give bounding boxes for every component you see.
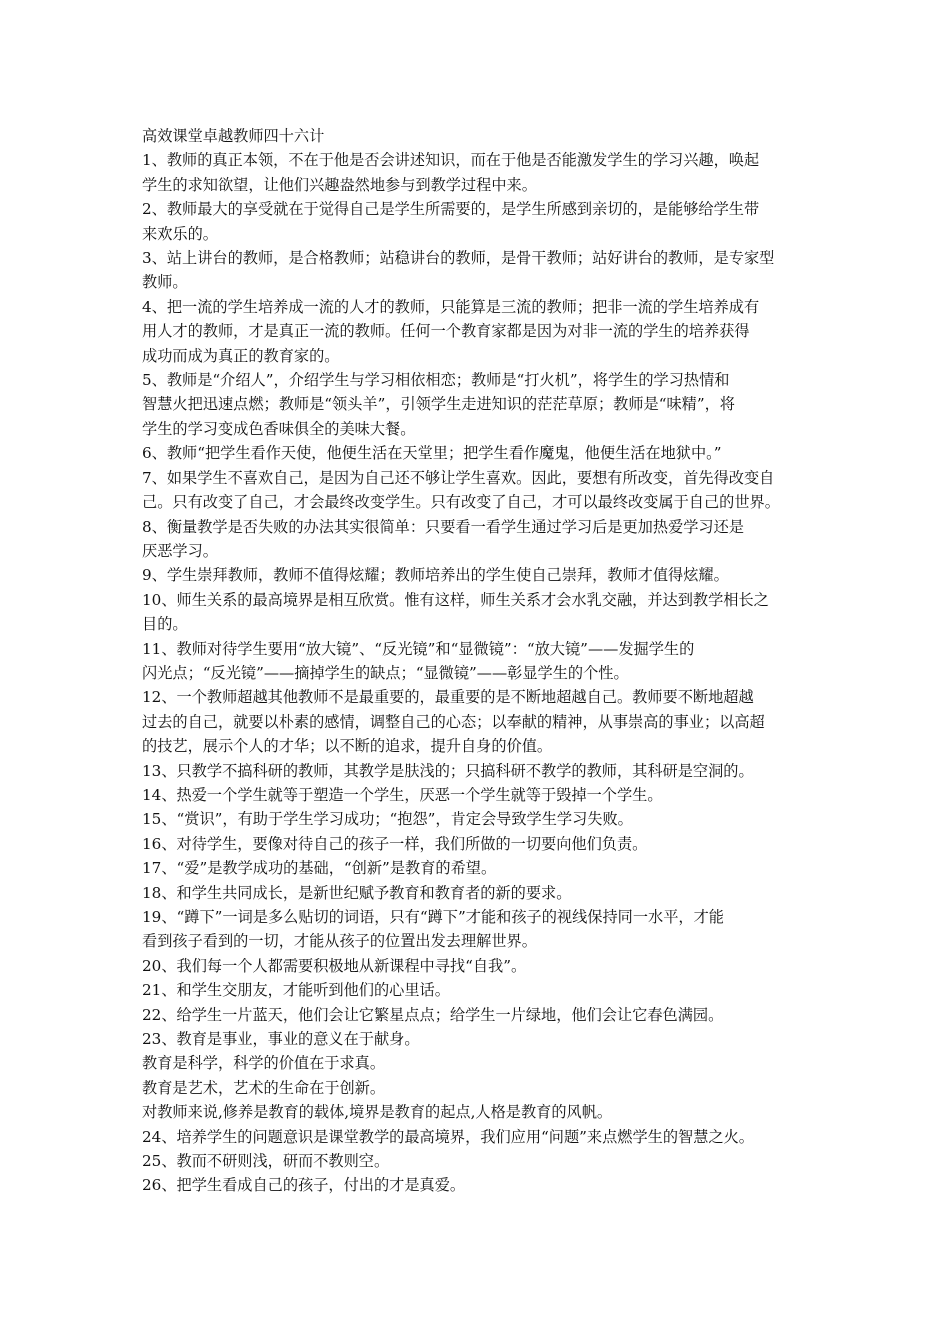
document-line: 6、教师“把学生看作天使，他便生活在天堂里；把学生看作魔鬼，他便生活在地狱中。”: [142, 444, 722, 463]
document-line: 19、“蹲下”一词是多么贴切的词语，只有“蹲下”才能和孩子的视线保持同一水平，才能: [142, 908, 724, 926]
document-line: 看到孩子看到的一切，才能从孩子的位置出发去理解世界。: [142, 932, 537, 951]
document-line: 7、如果学生不喜欢自己，是因为自己还不够让学生喜欢。因此，要想有所改变，首先得改变自: [142, 468, 775, 487]
document-line: 学生的求知欲望，让他们兴趣盎然地参与到教学过程中来。: [142, 175, 537, 194]
document-title: 高效课堂卓越教师四十六计: [142, 127, 325, 145]
document-line: 教育是艺术，艺术的生命在于创新。: [142, 1078, 385, 1097]
document-line: 2、教师最大的享受就在于觉得自己是学生所需要的，是学生所感到亲切的，是能够给学生带: [142, 200, 760, 219]
document-line: 10、师生关系的最高境界是相互欣赏。惟有这样，师生关系才会水乳交融，并达到教学相长之: [142, 590, 769, 609]
document-line: 23、教育是事业，事业的意义在于献身。: [142, 1030, 420, 1049]
document-line: 8、衡量教学是否失败的办法其实很简单：只要看一看学生通过学习后是更加热爱学习还是: [142, 517, 744, 536]
document-line: 22、给学生一片蓝天，他们会让它繁星点点；给学生一片绿地，他们会让它春色满园。: [142, 1005, 724, 1024]
document-line: 16、对待学生，要像对待自己的孩子一样，我们所做的一切要向他们负责。: [142, 834, 648, 853]
document-line: 来欢乐的。: [142, 224, 218, 243]
document-line: 18、和学生共同成长，是新世纪赋予教育和教育者的新的要求。: [142, 883, 572, 902]
document-line: 24、培养学生的问题意识是课堂教学的最高境界，我们应用“问题”来点燃学生的智慧之火。: [142, 1127, 754, 1146]
document-line: 过去的自己，就要以朴素的感情，调整自己的心态；以奉献的精神，从事崇高的事业；以高超: [142, 712, 765, 731]
document-line: 教师。: [142, 273, 188, 292]
document-line: 5、教师是“介绍人”，介绍学生与学习相依相恋；教师是“打火机”，将学生的学习热情和: [142, 371, 730, 390]
document-line: 厌恶学习。: [142, 541, 218, 560]
document-line: 11、教师对待学生要用“放大镜”、“反光镜”和“显微镜”：“放大镜”——发掘学生的: [142, 639, 695, 658]
document-line: 14、热爱一个学生就等于塑造一个学生，厌恶一个学生就等于毁掉一个学生。: [142, 785, 663, 804]
document-line: 4、把一流的学生培养成一流的人才的教师，只能算是三流的教师；把非一流的学生培养成有: [142, 297, 760, 316]
document-line: 智慧火把迅速点燃；教师是“领头羊”，引领学生走进知识的茫茫草原；教师是“味精”，将: [142, 395, 735, 414]
document-line: 的技艺，展示个人的才华；以不断的追求，提升自身的价值。: [142, 737, 553, 756]
document-line: 20、我们每一个人都需要积极地从新课程中寻找“自我”。: [142, 956, 527, 975]
document-line: 25、教而不研则浅，研而不教则空。: [142, 1152, 390, 1171]
document-line: 12、一个教师超越其他教师不是最重要的，最重要的是不断地超越自己。教师要不断地超越: [142, 688, 754, 707]
document-line: 21、和学生交朋友，才能听到他们的心里话。: [142, 981, 450, 1000]
document-body: [142, 124, 822, 1198]
document-line: 9、学生崇拜教师，教师不值得炫耀；教师培养出的学生使自己崇拜，教师才值得炫耀。: [142, 566, 729, 585]
document-line: 目的。: [142, 615, 188, 634]
document-line: 学生的学习变成色香味俱全的美味大餐。: [142, 419, 416, 438]
document-line: 用人才的教师，才是真正一流的教师。任何一个教育家都是因为对非一流的学生的培养获得: [142, 322, 750, 341]
document-line: 成功而成为真正的教育家的。: [142, 346, 340, 365]
document-line: 己。只有改变了自己，才会最终改变学生。只有改变了自己，才可以最终改变属于自己的世界。: [142, 493, 780, 512]
document-line: 26、把学生看成自己的孩子，付出的才是真爱。: [142, 1176, 466, 1195]
document-line: 15、“赏识”，有助于学生学习成功；“抱怨”，肯定会导致学生学习失败。: [142, 810, 633, 829]
document-line: 对教师来说,修养是教育的载体,境界是教育的起点,人格是教育的风帆。: [142, 1103, 613, 1122]
document-line: 1、教师的真正本领，不在于他是否会讲述知识，而在于他是否能激发学生的学习兴趣，唤起: [142, 151, 760, 170]
document-line: 13、只教学不搞科研的教师，其教学是肤浅的；只搞科研不教学的教师，其科研是空洞的。: [142, 761, 754, 780]
document-line: 闪光点；“反光镜”——摘掉学生的缺点；“显微镜”——彰显学生的个性。: [142, 663, 629, 682]
document-line: 3、站上讲台的教师，是合格教师；站稳讲台的教师，是骨干教师；站好讲台的教师，是专家型: [142, 249, 775, 268]
document-line: 17、“爱”是教学成功的基础，“创新”是教育的希望。: [142, 859, 497, 878]
document-line: 教育是科学，科学的价值在于求真。: [142, 1054, 385, 1073]
